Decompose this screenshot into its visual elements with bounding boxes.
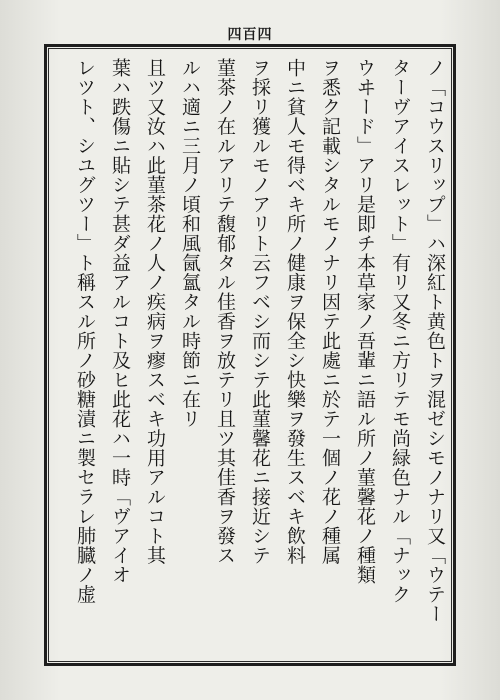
text-column: ルハ適ニ三月ノ頃和風氤氳タル時節ニ在リ bbox=[179, 58, 201, 429]
text-column: ヲ採リ獲ルモノアリト云フベシ而シテ此菫馨花ニ接近シテ bbox=[249, 58, 271, 565]
text-column: ヲ悉ク記載シタルモノナリ因テ此處ニ於テ一個ノ花ノ種属 bbox=[319, 58, 341, 565]
text-column: ノ「コウスリップ」ハ深紅ト黄色トヲ混ゼシモノナリ又「ウテー bbox=[424, 58, 446, 624]
text-column: 菫茶ノ在ルアリテ馥郁タル佳香ヲ放テリ且ツ其佳香ヲ發ス bbox=[214, 58, 236, 565]
text-column: 且ツ又汝ハ此菫茶花ノ人ノ疾病ヲ瘳スベキ功用アルコト其 bbox=[144, 58, 166, 565]
text-column: ウヰード」アリ是即チ本草家ノ吾輩ニ語ル所ノ菫馨花ノ種類 bbox=[354, 58, 376, 585]
text-column: レツト、シユグツー」ト稱スル所ノ砂糖漬ニ製セラレ肺臓ノ虚 bbox=[74, 58, 96, 604]
text-column: ターヴアイスレット」有リ又冬ニ方リテモ尚緑色ナル「ナック bbox=[389, 58, 411, 604]
text-column: 葉ハ跌傷ニ貼シテ甚ダ益アルコト及ヒ此花ハ一時「ヴアイオ bbox=[109, 58, 131, 585]
text-column: 中ニ貧人モ得ベキ所ノ健康ヲ保全シ快樂ヲ發生スベキ飲料 bbox=[284, 58, 306, 565]
page-number: 四百四 bbox=[227, 27, 273, 43]
